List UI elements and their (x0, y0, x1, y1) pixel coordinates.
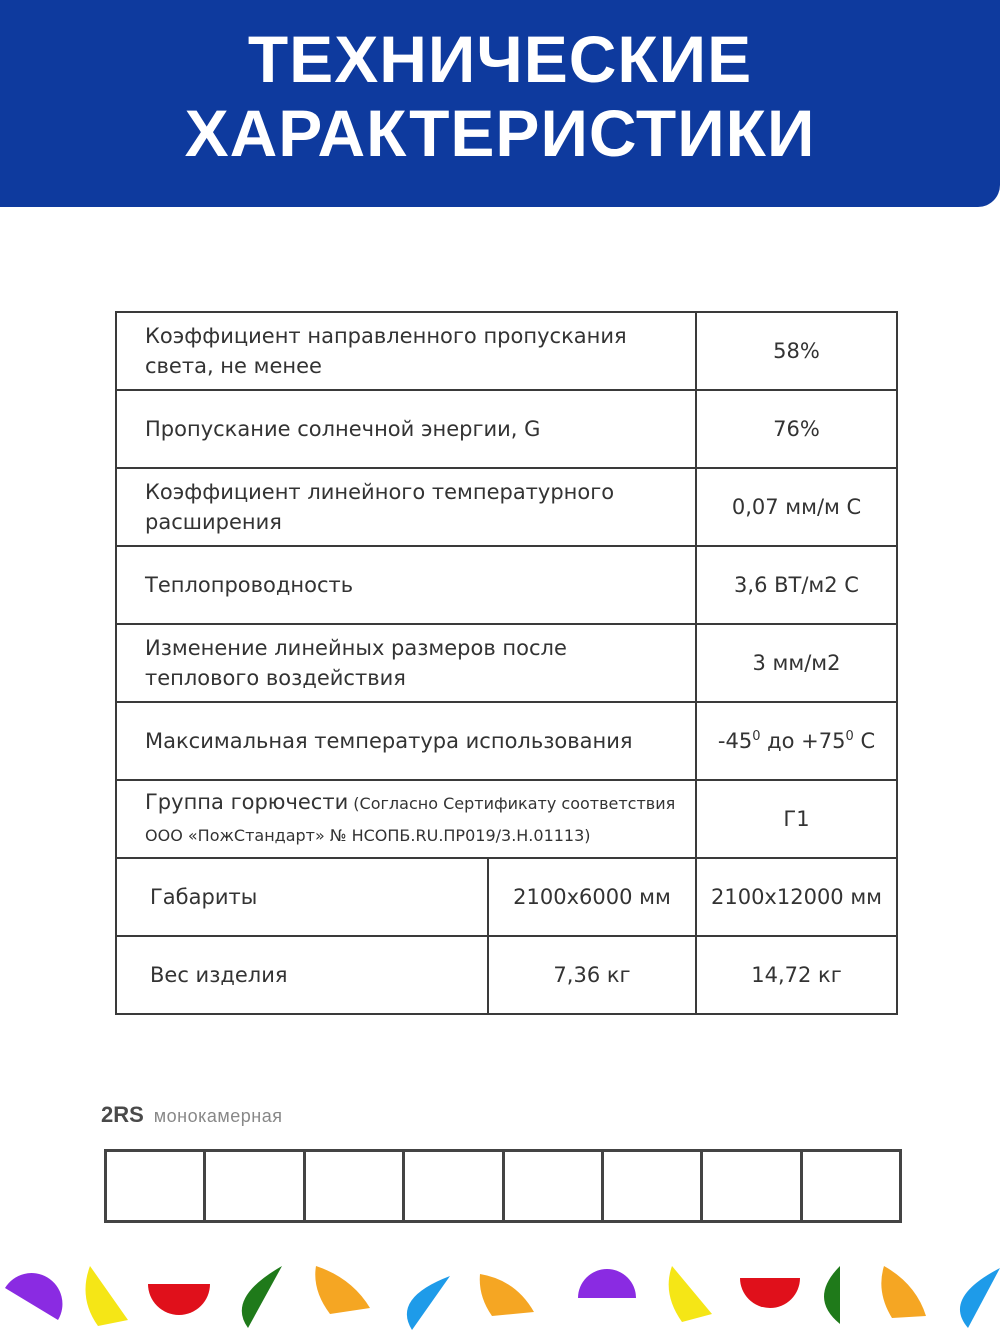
profile-cross-section (104, 1149, 902, 1223)
confetti-shape (824, 1266, 840, 1324)
temp-min: -45 (717, 729, 753, 753)
spec-label-note: ООО «ПожСтандарт» № НСОПБ.RU.ПР019/3.Н.01113) (145, 826, 591, 845)
confetti-shape (578, 1269, 636, 1298)
spec-label: Вес изделия (116, 936, 488, 1014)
spec-label-line: Изменение линейных размеров после (145, 636, 567, 660)
spec-value: 0,07 мм/м С (696, 468, 897, 546)
confetti-shape (315, 1266, 370, 1314)
confetti-decoration (0, 1258, 1000, 1333)
confetti-shape (5, 1273, 62, 1320)
profile-cell (206, 1152, 305, 1220)
spec-label-line: света, не менее (145, 354, 322, 378)
table-row (116, 936, 897, 1014)
spec-value: 58% (696, 312, 897, 390)
profile-cell (703, 1152, 802, 1220)
spec-label-line: теплового воздействия (145, 666, 406, 690)
spec-value: Г1 (696, 780, 897, 858)
spec-value: 76% (696, 390, 897, 468)
spec-label (116, 780, 696, 858)
profile-name: монокамерная (153, 1106, 283, 1126)
table-row (116, 468, 897, 546)
table-row (116, 624, 897, 702)
spec-label (116, 624, 696, 702)
confetti-shape (480, 1274, 534, 1316)
table-row (116, 858, 897, 936)
confetti-shape (86, 1266, 129, 1326)
page-title-line2: ХАРАКТЕРИСТИКИ (184, 96, 816, 170)
temp-unit: С (853, 729, 876, 753)
confetti-shape (960, 1268, 1000, 1328)
spec-label: Пропускание солнечной энергии, G (116, 390, 696, 468)
table-row (116, 702, 897, 780)
table-row (116, 546, 897, 624)
spec-value: 3,6 ВТ/м2 С (696, 546, 897, 624)
spec-value: 7,36 кг (488, 936, 696, 1014)
profile-code: 2RS (101, 1102, 144, 1127)
profile-cell (803, 1152, 899, 1220)
spec-label-note: (Согласно Сертификату соответствия (348, 794, 676, 813)
profile-cell (107, 1152, 206, 1220)
page-title-line1: ТЕХНИЧЕСКИЕ (247, 22, 753, 96)
confetti-shape (740, 1278, 800, 1308)
table-row (116, 780, 897, 858)
degree-sup: 0 (845, 729, 854, 744)
table-row (116, 390, 897, 468)
spec-label: Габариты (116, 858, 488, 936)
profile-cell (505, 1152, 604, 1220)
page-title (0, 22, 1000, 170)
spec-value: 14,72 кг (696, 936, 897, 1014)
header-banner (0, 0, 1000, 207)
spec-label-main: Группа горючести (145, 790, 349, 814)
specs-table (115, 311, 898, 1015)
spec-label: Максимальная температура использования (116, 702, 696, 780)
temp-max: до +75 (760, 729, 846, 753)
table-row (116, 312, 897, 390)
profile-cell (306, 1152, 405, 1220)
spec-value (696, 702, 897, 780)
degree-sup: 0 (752, 729, 761, 744)
confetti-shape (407, 1276, 450, 1330)
spec-label (116, 312, 696, 390)
confetti-shape (148, 1284, 210, 1315)
spec-value: 2100х6000 мм (488, 858, 696, 936)
profile-cell (604, 1152, 703, 1220)
confetti-shape (242, 1266, 282, 1328)
spec-label-line: расширения (145, 510, 282, 534)
spec-label-line: Коэффициент линейного температурного (145, 480, 615, 504)
spec-label-line: Коэффициент направленного пропускания (145, 324, 627, 348)
confetti-shape (669, 1266, 712, 1322)
profile-cell (405, 1152, 504, 1220)
spec-value: 3 мм/м2 (696, 624, 897, 702)
spec-value: 2100х12000 мм (696, 858, 897, 936)
spec-label: Теплопроводность (116, 546, 696, 624)
profile-title (101, 1102, 283, 1128)
spec-label (116, 468, 696, 546)
confetti-shape (881, 1266, 926, 1318)
